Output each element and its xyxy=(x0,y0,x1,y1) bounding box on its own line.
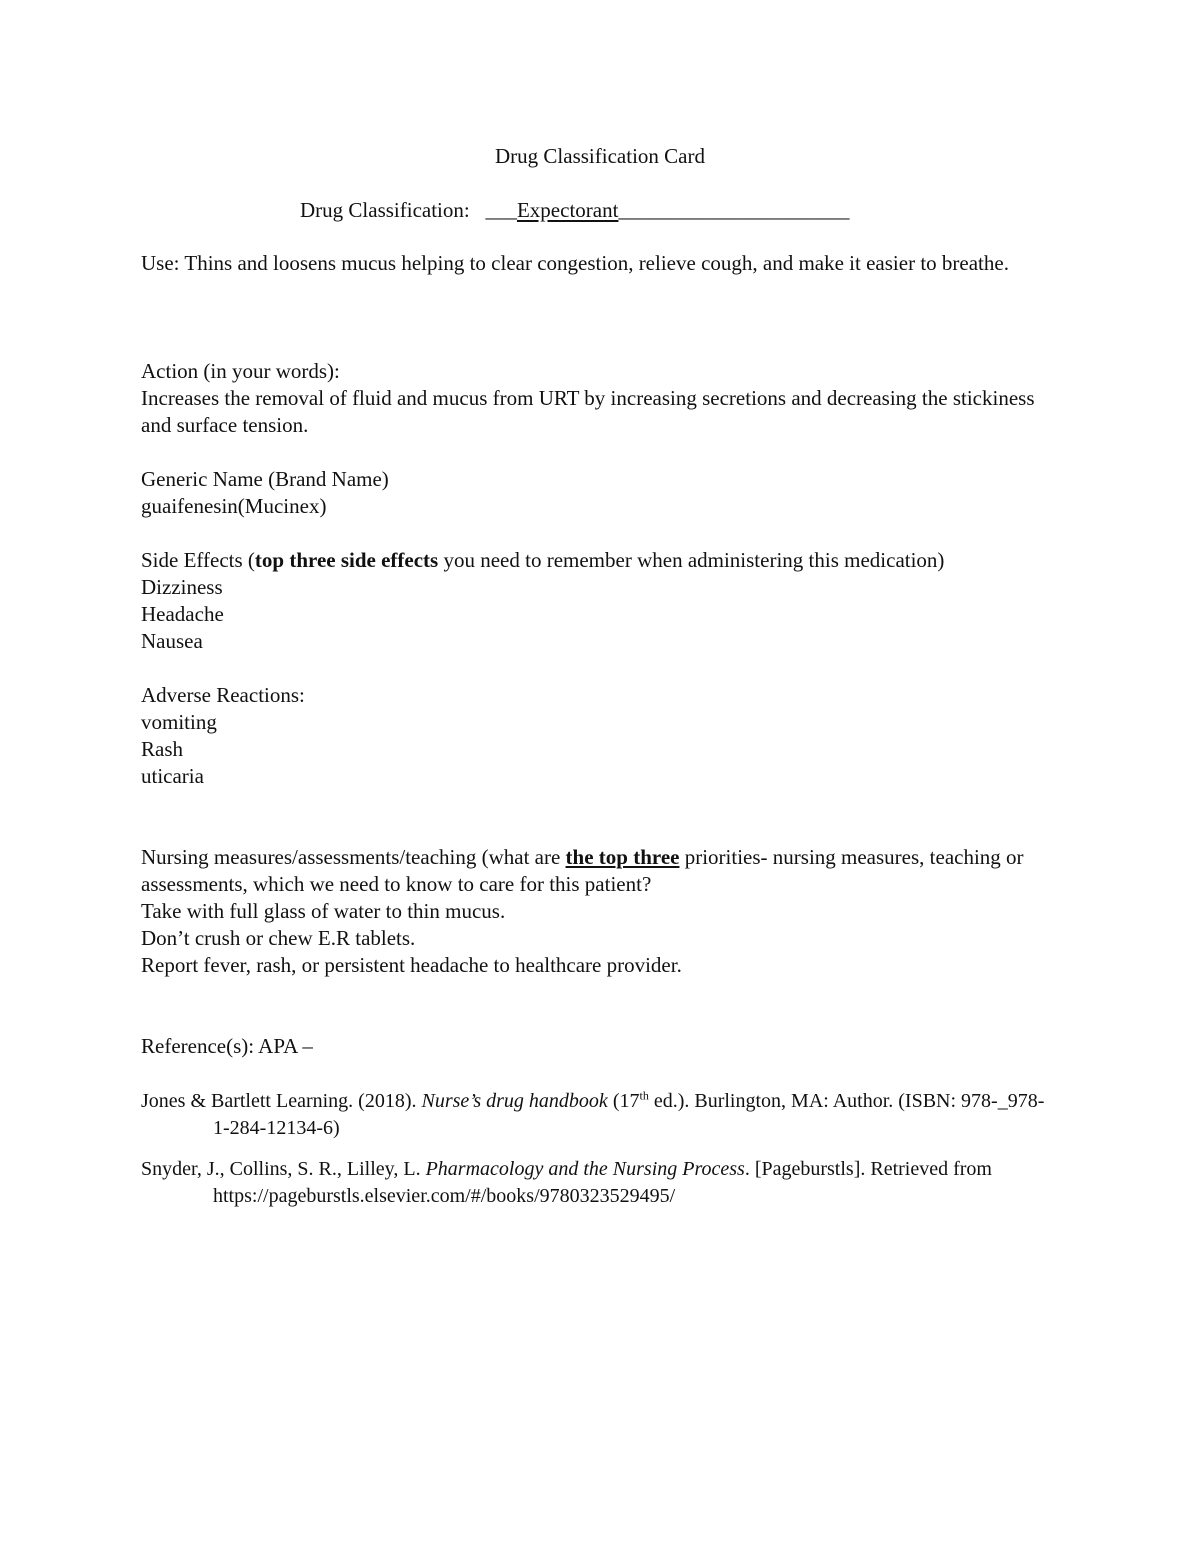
page-title: Drug Classification Card xyxy=(495,144,705,168)
nursing-item: Report fever, rash, or persistent headache to healthcare provider. xyxy=(141,953,682,977)
use-text: Use: Thins and loosens mucus helping to clear congestion, relieve cough, and make it easier to breathe. xyxy=(141,251,1009,275)
adverse-label: Adverse Reactions: xyxy=(141,683,305,707)
side-effect-item: Headache xyxy=(141,602,224,626)
nursing-label: Nursing measures/assessments/teaching (what are the top three priorities- nursing measures, teaching or assessments, which we need to know to care for this patient? xyxy=(141,845,1024,896)
action-label: Action (in your words): xyxy=(141,359,340,383)
generic-label: Generic Name (Brand Name) xyxy=(141,467,389,491)
nursing-item: Take with full glass of water to thin mucus. xyxy=(141,899,506,923)
drug-classification-line xyxy=(300,196,849,224)
references-label: Reference(s): APA – xyxy=(141,1034,313,1058)
reference-item: Snyder, J., Collins, S. R., Lilley, L. Pharmacology and the Nursing Process. [Pageburstls]. Retrieved from https://pageburstls.elsevier.com/#/books/9780323529495/ xyxy=(141,1158,992,1207)
reference-item: Jones & Bartlett Learning. (2018). Nurse’s drug handbook (17th ed.). Burlington, MA: Author. (ISBN: 978-_978-1-284-12134-6) xyxy=(141,1088,1045,1139)
adverse-item: Rash xyxy=(141,737,183,761)
side-effects-label: Side Effects (top three side effects you need to remember when administering this medication) xyxy=(141,548,945,572)
action-text: Increases the removal of fluid and mucus from URT by increasing secretions and decreasing the stickiness and surface tension. xyxy=(141,386,1035,437)
classification-blank-suffix: ______________________ xyxy=(618,198,850,222)
side-effects-bold: top three side effects xyxy=(254,548,439,572)
classification-blank-prefix: ___ xyxy=(485,198,517,222)
generic-value: guaifenesin(Mucinex) xyxy=(141,494,327,518)
reference-list xyxy=(141,1088,1061,1224)
classification-value: Expectorant xyxy=(516,198,619,222)
classification-label: Drug Classification: xyxy=(300,198,470,222)
nursing-item: Don’t crush or chew E.R tablets. xyxy=(141,926,416,950)
adverse-item: uticaria xyxy=(141,764,204,788)
side-effect-item: Dizziness xyxy=(141,575,223,599)
adverse-item: vomiting xyxy=(141,710,217,734)
card-body xyxy=(141,250,1061,1060)
side-effect-item: Nausea xyxy=(141,629,203,653)
nursing-bold: the top three xyxy=(565,845,680,869)
